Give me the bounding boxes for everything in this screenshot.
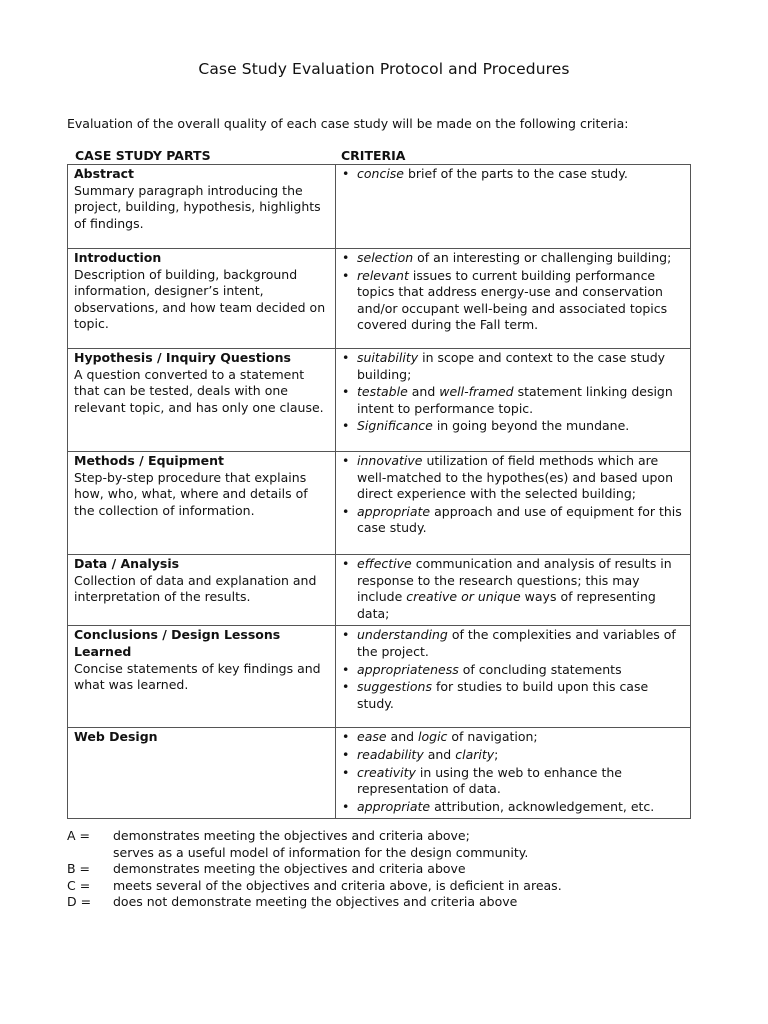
grade-label: B =: [67, 861, 91, 877]
criteria-text: ;: [494, 746, 499, 762]
case-study-part-cell: [68, 728, 336, 819]
criteria-text: brief of the parts to the case study.: [404, 166, 628, 181]
case-study-part-cell: [68, 349, 336, 452]
grade-text: demonstrates meeting the objectives and criteria above: [113, 861, 466, 877]
criteria-item: [342, 504, 684, 537]
grade-text: serves as a useful model of information for the design community.: [113, 844, 529, 860]
criteria-text: and: [423, 746, 456, 762]
grade-label: A =: [67, 828, 90, 843]
criteria-cell: [336, 249, 691, 349]
criteria-item: [342, 765, 684, 798]
criteria-cell: [336, 349, 691, 452]
table-row: [68, 349, 691, 452]
criteria-cell: [336, 452, 691, 555]
criteria-text: utilization of field methods which are well-matched to the hypothes(es) and based upon direct experience with the selected building;: [357, 453, 673, 502]
criteria-text: issues to current building performance topics that address energy-use and conservation and/or occupant well-being and associated topics covered during the Fall term.: [357, 267, 668, 333]
criteria-text: in going beyond the mundane.: [432, 418, 630, 434]
criteria-list: [342, 729, 684, 815]
criteria-list: [342, 250, 684, 334]
grade-line: [67, 845, 707, 862]
criteria-item: [342, 729, 684, 746]
table-headers: [75, 148, 406, 165]
grade-line: [67, 828, 707, 845]
criteria-item: [342, 268, 684, 334]
part-title: Data / Analysis: [74, 556, 180, 571]
criteria-keyword: appropriateness: [357, 661, 459, 677]
criteria-cell: [336, 555, 691, 626]
intro-text: Evaluation of the overall quality of each case study will be made on the following criteria:: [67, 116, 629, 131]
criteria-list: [342, 556, 684, 622]
grade-line: [67, 894, 707, 911]
criteria-item: [342, 250, 684, 267]
criteria-keyword: readability: [357, 746, 424, 762]
criteria-keyword: logic: [418, 729, 448, 745]
part-title: Conclusions / Design Lessons Learned: [74, 627, 281, 659]
case-study-part-cell: [68, 555, 336, 626]
grade-label: D =: [67, 894, 92, 910]
criteria-text: statement linking design intent to performance topic.: [357, 384, 673, 416]
header-case-study-parts: CASE STUDY PARTS: [75, 148, 211, 163]
criteria-list: [342, 453, 684, 537]
case-study-part-cell: [68, 165, 336, 249]
criteria-keyword: creative or unique: [406, 589, 521, 605]
case-study-part-cell: [68, 452, 336, 555]
criteria-table: [67, 164, 691, 819]
criteria-list: [342, 627, 684, 712]
criteria-item: [342, 418, 684, 435]
grade-label: C =: [67, 877, 91, 893]
criteria-item: [342, 747, 684, 764]
criteria-item: [342, 662, 684, 679]
criteria-list: [342, 166, 684, 183]
criteria-keyword: understanding: [357, 627, 448, 643]
criteria-text: of concluding statements: [458, 661, 622, 677]
part-description: Concise statements of key findings and what was learned.: [74, 660, 321, 693]
grade-line: [67, 878, 707, 895]
criteria-item: [342, 384, 684, 417]
criteria-keyword: suitability: [357, 350, 419, 365]
criteria-item: [342, 166, 684, 183]
part-description: Step-by-step procedure that explains how, who, what, where and details of the collection of information.: [74, 469, 308, 518]
criteria-text: and: [386, 729, 419, 745]
criteria-keyword: ease: [357, 729, 387, 745]
part-title: Web Design: [74, 729, 158, 745]
criteria-text: attribution, acknowledgement, etc.: [430, 798, 655, 814]
case-study-part-cell: [68, 249, 336, 349]
case-study-part-cell: [68, 626, 336, 728]
part-title: Abstract: [74, 166, 135, 181]
criteria-cell: [336, 728, 691, 819]
criteria-item: [342, 556, 684, 622]
table-row: [68, 452, 691, 555]
grade-line: [67, 861, 707, 878]
criteria-item: [342, 350, 684, 383]
criteria-text: communication and analysis of results in response to the research questions; this may include: [357, 556, 672, 605]
part-description: Collection of data and explanation and interpretation of the results.: [74, 572, 317, 605]
criteria-text: for studies to build upon this case study.: [357, 679, 649, 711]
criteria-keyword: creativity: [357, 764, 416, 780]
criteria-item: [342, 679, 684, 712]
criteria-text: and: [407, 384, 440, 400]
table-row: [68, 165, 691, 249]
criteria-keyword: relevant: [357, 267, 409, 283]
table-row: [68, 555, 691, 626]
criteria-cell: [336, 626, 691, 728]
criteria-list: [342, 350, 684, 435]
part-description: Summary paragraph introducing the project, building, hypothesis, highlights of findings.: [74, 182, 321, 231]
criteria-text: of an interesting or challenging building;: [413, 250, 672, 265]
criteria-keyword: effective: [357, 556, 412, 571]
criteria-keyword: clarity: [455, 746, 495, 762]
criteria-cell: [336, 165, 691, 249]
criteria-keyword: suggestions: [357, 679, 432, 695]
part-title: Introduction: [74, 250, 162, 265]
criteria-item: [342, 453, 684, 503]
table-row: [68, 626, 691, 728]
grade-text: meets several of the objectives and criteria above, is deficient in areas.: [113, 877, 562, 893]
criteria-keyword: well-framed: [439, 384, 514, 400]
criteria-keyword: innovative: [357, 453, 423, 468]
criteria-item: [342, 799, 684, 816]
document-title: Case Study Evaluation Protocol and Procedures: [198, 60, 570, 78]
criteria-text: of navigation;: [447, 729, 538, 745]
criteria-text: in scope and context to the case study building;: [357, 350, 666, 382]
criteria-keyword: concise: [357, 166, 404, 181]
criteria-text: approach and use of equipment for this case study.: [357, 503, 682, 536]
criteria-keyword: Significance: [357, 418, 433, 434]
grade-legend: [67, 828, 707, 911]
criteria-item: [342, 627, 684, 660]
part-title: Methods / Equipment: [74, 453, 225, 468]
criteria-keyword: appropriate: [357, 798, 431, 814]
criteria-text: ways of representing data;: [357, 589, 656, 621]
header-criteria: CRITERIA: [341, 148, 406, 163]
grade-label: [67, 845, 113, 862]
part-title: Hypothesis / Inquiry Questions: [74, 350, 291, 365]
criteria-keyword: appropriate: [357, 503, 431, 519]
part-description: A question converted to a statement that can be tested, deals with one relevant topic, and has only one clause.: [74, 366, 324, 415]
grade-text: does not demonstrate meeting the objectives and criteria above: [113, 894, 518, 910]
criteria-keyword: testable: [357, 384, 408, 400]
criteria-text: in using the web to enhance the representation of data.: [357, 764, 622, 797]
criteria-text: of the complexities and variables of the project.: [357, 627, 676, 659]
part-description: Description of building, background information, designer’s intent, observations, and how team decided on topic.: [74, 266, 326, 332]
grade-text: demonstrates meeting the objectives and criteria above;: [113, 828, 470, 843]
table-row: [68, 249, 691, 349]
table-row: [68, 728, 691, 819]
criteria-keyword: selection: [357, 250, 414, 265]
